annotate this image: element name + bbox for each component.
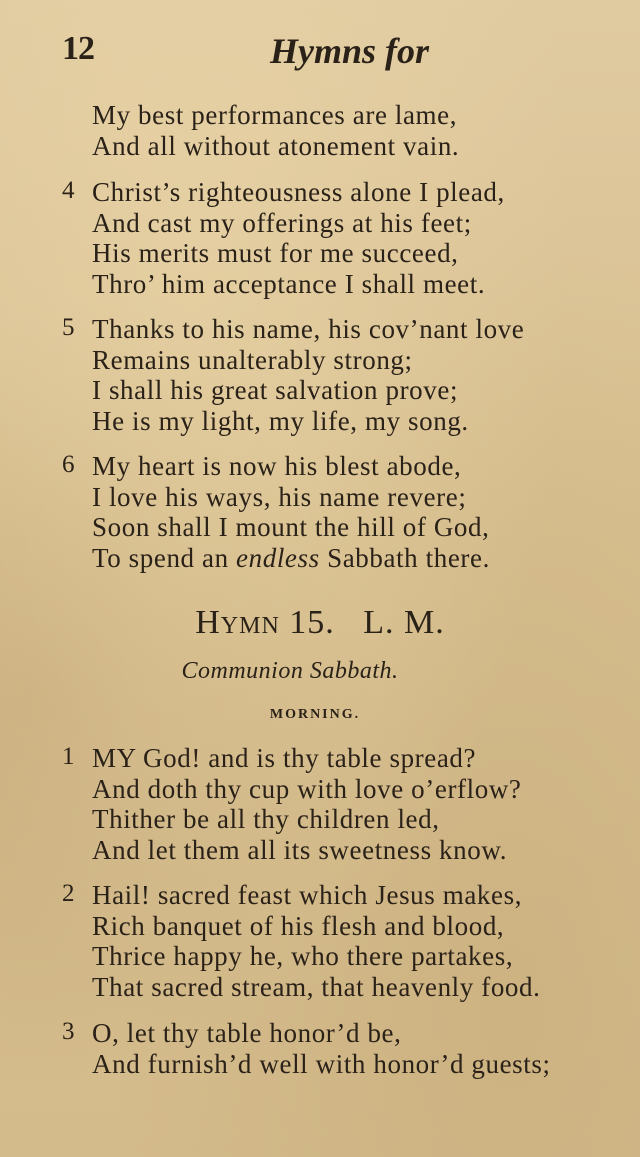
page-number: 12 bbox=[62, 30, 94, 67]
verse-line: My best performances are lame, bbox=[92, 100, 458, 130]
verse-line: Rich banquet of his flesh and blood, bbox=[92, 910, 505, 941]
hymn-subtitle-text: Communion Sabbath. bbox=[181, 658, 399, 684]
verse-line: Soon shall I mount the hill of God, bbox=[92, 512, 490, 542]
verse-line: Christ’s righteousness alone I plead, bbox=[92, 177, 505, 207]
verse-line: He is my light, my life, my song. bbox=[92, 405, 469, 436]
verse-line: And doth thy cup with love o’erflow? bbox=[92, 773, 522, 804]
stanza-4 bbox=[62, 177, 612, 299]
hymn-occasion-text: MORNING. bbox=[269, 707, 361, 722]
verse-line: His merits must for me succeed, bbox=[92, 238, 459, 268]
verse-line: I shall his great salvation prove; bbox=[92, 375, 459, 405]
hymn-stanza-1 bbox=[62, 743, 612, 865]
hymn-title-rest: 15. L. M. bbox=[279, 604, 445, 641]
hymn-title-word: Hymn bbox=[195, 604, 280, 641]
verse-line: That sacred stream, that heavenly food. bbox=[92, 971, 541, 1002]
stanza-continuation bbox=[92, 100, 612, 161]
verse-line-last bbox=[92, 543, 612, 574]
verse-line: O, let thy table honor’d be, bbox=[92, 1018, 402, 1048]
stanza-number: 3 bbox=[62, 1018, 75, 1045]
verse-line: And furnish’d well with honor’d guests; bbox=[92, 1048, 551, 1079]
verse-line: My heart is now his blest abode, bbox=[92, 451, 462, 481]
verse-text: To spend an bbox=[92, 542, 237, 573]
verse-line: Thro’ him acceptance I shall meet. bbox=[92, 268, 486, 299]
verse-line: MY God! and is thy table spread? bbox=[92, 743, 477, 773]
verse-line: And all without atonement vain. bbox=[92, 130, 460, 161]
verse-line: I love his ways, his name revere; bbox=[92, 481, 467, 512]
verse-line: And cast my offerings at his feet; bbox=[92, 207, 472, 238]
hymn-title bbox=[0, 604, 640, 642]
verse-line: Thanks to his name, his cov’nant love bbox=[92, 314, 525, 344]
verse-line: And let them all its sweetness know. bbox=[92, 834, 508, 865]
verse-line: Thrice happy he, who there partakes, bbox=[92, 941, 514, 971]
italic-word: endless bbox=[236, 542, 320, 573]
verse-line: Hail! sacred feast which Jesus makes, bbox=[92, 880, 523, 910]
hymn-stanza-2 bbox=[62, 880, 612, 1002]
stanza-number: 6 bbox=[62, 451, 75, 478]
running-title: Hymns for bbox=[270, 31, 430, 71]
hymn-subtitle bbox=[0, 658, 640, 685]
verse-text: Sabbath there. bbox=[319, 542, 490, 573]
hymn-stanza-3 bbox=[62, 1018, 612, 1079]
page-header bbox=[0, 30, 640, 80]
stanza-number: 2 bbox=[62, 880, 75, 907]
hymn-occasion bbox=[0, 707, 640, 723]
stanza-number: 4 bbox=[62, 177, 75, 204]
verse-line: Thither be all thy children led, bbox=[92, 804, 440, 834]
stanza-6 bbox=[62, 451, 612, 573]
verse-line: Remains unalterably strong; bbox=[92, 344, 413, 375]
stanza-number: 1 bbox=[62, 743, 75, 770]
stanza-5 bbox=[62, 314, 612, 436]
stanza-number: 5 bbox=[62, 314, 75, 341]
